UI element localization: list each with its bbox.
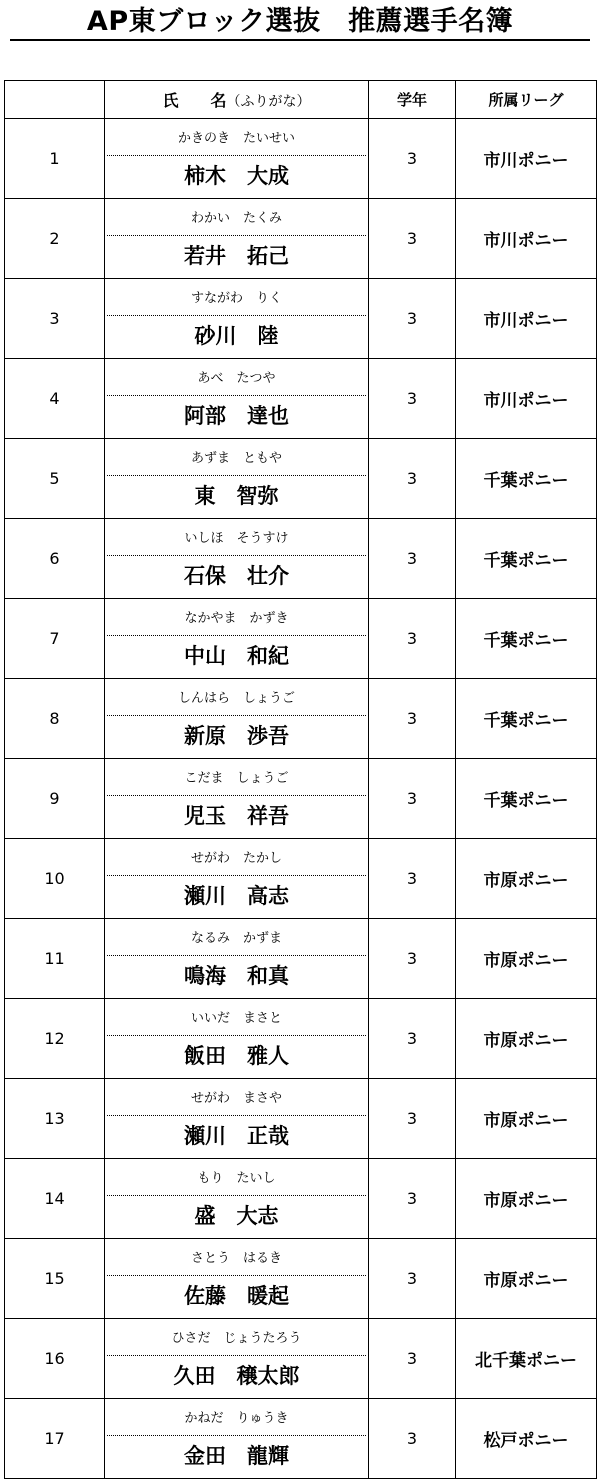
player-name-cell xyxy=(105,359,369,439)
player-name-wrap xyxy=(105,519,368,598)
player-name: 瀬川 正哉 xyxy=(184,1124,289,1148)
player-number: 13 xyxy=(5,1079,105,1159)
player-number: 16 xyxy=(5,1319,105,1399)
player-name-cell xyxy=(105,999,369,1079)
table-row xyxy=(5,1239,597,1319)
table-row xyxy=(5,119,597,199)
player-league: 千葉ポニー xyxy=(456,679,597,759)
player-name: 飯田 雅人 xyxy=(184,1044,289,1068)
player-league: 松戸ポニー xyxy=(456,1399,597,1479)
player-name-wrap xyxy=(105,439,368,518)
player-name-cell xyxy=(105,599,369,679)
player-league: 市原ポニー xyxy=(456,839,597,919)
player-league: 北千葉ポニー xyxy=(456,1319,597,1399)
player-name-cell xyxy=(105,439,369,519)
player-grade: 3 xyxy=(369,839,456,919)
player-furigana: こだま しょうご xyxy=(107,759,366,796)
player-name: 石保 壮介 xyxy=(184,564,289,588)
player-grade: 3 xyxy=(369,439,456,519)
player-furigana: なるみ かずま xyxy=(107,919,366,956)
table-header-row xyxy=(5,81,597,119)
header-league: 所属リーグ xyxy=(456,81,597,119)
header-number xyxy=(5,81,105,119)
player-name-cell xyxy=(105,1319,369,1399)
player-name-wrap xyxy=(105,1079,368,1158)
header-grade: 学年 xyxy=(369,81,456,119)
player-grade: 3 xyxy=(369,1239,456,1319)
player-name: 阿部 達也 xyxy=(184,404,289,428)
table-row xyxy=(5,839,597,919)
player-name: 新原 渉吾 xyxy=(184,724,289,748)
player-furigana: ひさだ じょうたろう xyxy=(107,1319,366,1356)
player-furigana: わかい たくみ xyxy=(107,199,366,236)
player-name: 東 智弥 xyxy=(194,484,279,508)
player-number: 11 xyxy=(5,919,105,999)
header-name xyxy=(105,81,369,119)
player-name-cell xyxy=(105,1079,369,1159)
player-name-cell xyxy=(105,119,369,199)
player-league: 市原ポニー xyxy=(456,999,597,1079)
table-row xyxy=(5,999,597,1079)
player-furigana: もり たいし xyxy=(107,1159,366,1196)
player-number: 10 xyxy=(5,839,105,919)
player-name: 児玉 祥吾 xyxy=(184,804,289,828)
player-furigana: あべ たつや xyxy=(107,359,366,396)
player-name-wrap xyxy=(105,359,368,438)
player-name: 中山 和紀 xyxy=(184,644,289,668)
player-furigana: かきのき たいせい xyxy=(107,119,366,156)
player-furigana: すながわ りく xyxy=(107,279,366,316)
player-name-cell xyxy=(105,839,369,919)
table-row xyxy=(5,1399,597,1479)
player-grade: 3 xyxy=(369,1399,456,1479)
player-name-wrap xyxy=(105,1319,368,1398)
table-row xyxy=(5,359,597,439)
player-name-cell xyxy=(105,519,369,599)
player-grade: 3 xyxy=(369,119,456,199)
player-name-cell xyxy=(105,279,369,359)
player-number: 7 xyxy=(5,599,105,679)
player-number: 15 xyxy=(5,1239,105,1319)
player-name: 鳴海 和真 xyxy=(184,964,289,988)
table-row xyxy=(5,759,597,839)
roster-body xyxy=(5,119,597,1479)
player-name-cell xyxy=(105,919,369,999)
table-row xyxy=(5,519,597,599)
table-row xyxy=(5,679,597,759)
roster-table xyxy=(4,80,597,1479)
player-name-wrap xyxy=(105,119,368,198)
player-number: 12 xyxy=(5,999,105,1079)
table-row xyxy=(5,1319,597,1399)
player-furigana: かねだ りゅうき xyxy=(107,1399,366,1436)
player-furigana: しんはら しょうご xyxy=(107,679,366,716)
page-title: AP東ブロック選抜 推薦選手名簿 xyxy=(86,6,514,37)
player-name-wrap xyxy=(105,679,368,758)
player-name-wrap xyxy=(105,999,368,1078)
player-name-cell xyxy=(105,679,369,759)
player-furigana: さとう はるき xyxy=(107,1239,366,1276)
header-furigana-label: （ふりがな） xyxy=(226,94,311,110)
player-number: 6 xyxy=(5,519,105,599)
player-furigana: あずま ともや xyxy=(107,439,366,476)
player-number: 4 xyxy=(5,359,105,439)
player-name-cell xyxy=(105,1239,369,1319)
player-number: 14 xyxy=(5,1159,105,1239)
player-name-wrap xyxy=(105,759,368,838)
player-grade: 3 xyxy=(369,519,456,599)
player-grade: 3 xyxy=(369,919,456,999)
player-grade: 3 xyxy=(369,199,456,279)
table-row xyxy=(5,199,597,279)
player-grade: 3 xyxy=(369,999,456,1079)
player-number: 1 xyxy=(5,119,105,199)
title-underline xyxy=(10,39,590,41)
player-grade: 3 xyxy=(369,1079,456,1159)
player-name-wrap xyxy=(105,199,368,278)
player-name: 柿木 大成 xyxy=(184,164,289,188)
player-league: 市川ポニー xyxy=(456,199,597,279)
table-row xyxy=(5,1159,597,1239)
player-name-wrap xyxy=(105,839,368,918)
player-league: 千葉ポニー xyxy=(456,759,597,839)
table-row xyxy=(5,599,597,679)
player-league: 市川ポニー xyxy=(456,279,597,359)
table-row xyxy=(5,439,597,519)
player-name-wrap xyxy=(105,919,368,998)
player-number: 8 xyxy=(5,679,105,759)
player-number: 3 xyxy=(5,279,105,359)
player-furigana: なかやま かずき xyxy=(107,599,366,636)
player-furigana: いしほ そうすけ xyxy=(107,519,366,556)
player-league: 市原ポニー xyxy=(456,1239,597,1319)
player-furigana: せがわ たかし xyxy=(107,839,366,876)
player-league: 市原ポニー xyxy=(456,1079,597,1159)
player-league: 市川ポニー xyxy=(456,119,597,199)
player-grade: 3 xyxy=(369,1319,456,1399)
player-name: 佐藤 暖起 xyxy=(184,1284,289,1308)
player-grade: 3 xyxy=(369,1159,456,1239)
player-name: 久田 穣太郎 xyxy=(173,1364,300,1388)
player-grade: 3 xyxy=(369,759,456,839)
player-name-cell xyxy=(105,1159,369,1239)
player-name: 金田 龍輝 xyxy=(184,1444,289,1468)
player-number: 17 xyxy=(5,1399,105,1479)
player-league: 千葉ポニー xyxy=(456,519,597,599)
player-name: 砂川 陸 xyxy=(194,324,279,348)
player-name-wrap xyxy=(105,1159,368,1238)
player-furigana: せがわ まさや xyxy=(107,1079,366,1116)
player-league: 千葉ポニー xyxy=(456,439,597,519)
player-number: 5 xyxy=(5,439,105,519)
player-name: 盛 大志 xyxy=(194,1204,279,1228)
player-name-cell xyxy=(105,199,369,279)
player-name: 若井 拓己 xyxy=(184,244,289,268)
player-name-wrap xyxy=(105,599,368,678)
player-league: 市川ポニー xyxy=(456,359,597,439)
player-name-wrap xyxy=(105,1399,368,1478)
player-league: 市原ポニー xyxy=(456,1159,597,1239)
player-grade: 3 xyxy=(369,679,456,759)
player-grade: 3 xyxy=(369,599,456,679)
table-row xyxy=(5,279,597,359)
table-row xyxy=(5,1079,597,1159)
player-number: 9 xyxy=(5,759,105,839)
player-name: 瀬川 高志 xyxy=(184,884,289,908)
player-league: 千葉ポニー xyxy=(456,599,597,679)
player-number: 2 xyxy=(5,199,105,279)
player-grade: 3 xyxy=(369,279,456,359)
header-name-label: 氏 名 xyxy=(162,91,227,110)
player-grade: 3 xyxy=(369,359,456,439)
player-league: 市原ポニー xyxy=(456,919,597,999)
player-furigana: いいだ まさと xyxy=(107,999,366,1036)
player-name-cell xyxy=(105,759,369,839)
player-name-cell xyxy=(105,1399,369,1479)
player-name-wrap xyxy=(105,279,368,358)
player-name-wrap xyxy=(105,1239,368,1318)
table-row xyxy=(5,919,597,999)
